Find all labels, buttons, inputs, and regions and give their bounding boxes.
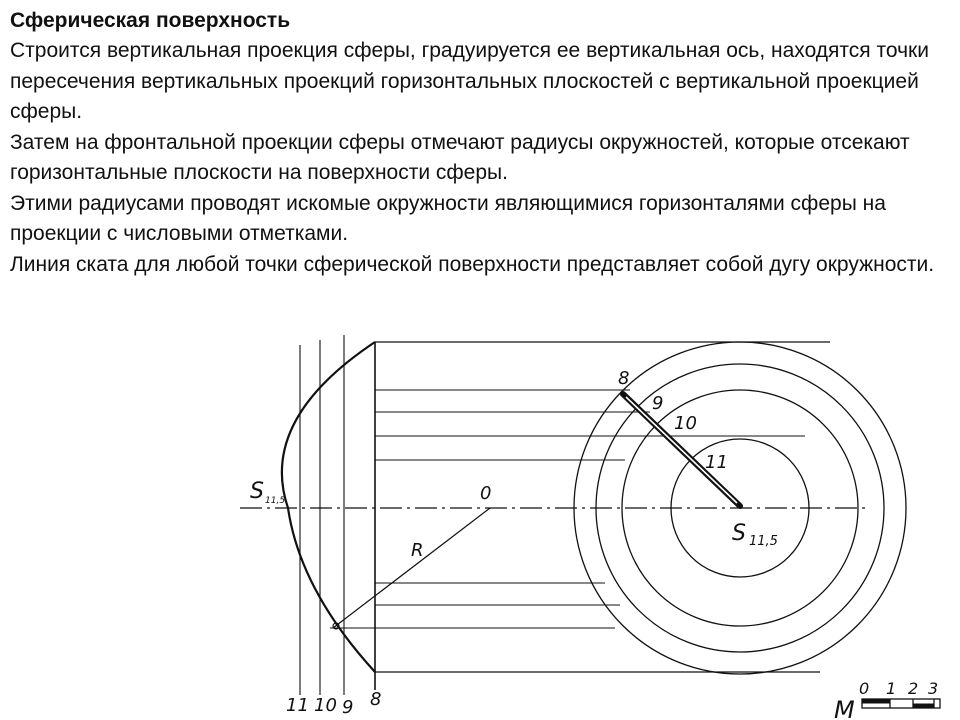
scale-letter: M	[834, 696, 855, 720]
plan-center-index: 11,5	[749, 534, 778, 549]
front-point-label: S	[250, 479, 264, 504]
paragraph-4: Линия ската для любой точки сферической поверхности представляет собой дугу окружности.	[10, 252, 935, 276]
paragraph-3: Этими радиусами проводят искомые окружности являющимися горизонталями сферы на проекции с числовыми отметками.	[10, 191, 886, 245]
radius-label: R	[411, 540, 424, 561]
scale-bar-fill-1	[862, 699, 890, 704]
sphere-outline-arc	[282, 342, 375, 672]
radius-line	[333, 508, 490, 628]
contour-mark-10: 10	[674, 413, 697, 434]
plan-center-label: S	[732, 521, 746, 546]
contour-mark-9: 9	[652, 393, 664, 414]
level-mark-10: 10	[314, 695, 337, 716]
front-center-label: 0	[480, 483, 492, 504]
scale-mark-2: 2	[908, 679, 919, 698]
contour-mark-11: 11	[705, 452, 728, 473]
level-mark-8: 8	[370, 689, 382, 710]
front-view	[240, 335, 870, 695]
contour-mark-8: 8	[618, 368, 630, 389]
text-block	[10, 6, 940, 280]
scale-mark-0: 0	[859, 679, 870, 698]
front-point-index: 11,5	[265, 496, 286, 506]
paragraph-1: Строится вертикальная проекция сферы, градуируется ее вертикальная ось, находятся точки пересечения вертикальных проекций горизонтальных плоскостей с вертикальной проекцией сферы.	[10, 39, 929, 123]
level-mark-11: 11	[286, 695, 309, 716]
plan-view-labels	[618, 368, 778, 549]
scale-mark-3: 3	[928, 679, 939, 698]
slide-title: Сферическая поверхность	[10, 9, 291, 32]
level-mark-9: 9	[342, 697, 354, 718]
scale-mark-1: 1	[886, 679, 897, 698]
paragraph-2: Затем на фронтальной проекции сферы отмечают радиусы окружностей, которые отсекают горизонтальные плоскости на поверхности сферы.	[10, 130, 910, 184]
scale-bar	[834, 679, 940, 720]
scale-bar-fill-2	[913, 704, 934, 709]
